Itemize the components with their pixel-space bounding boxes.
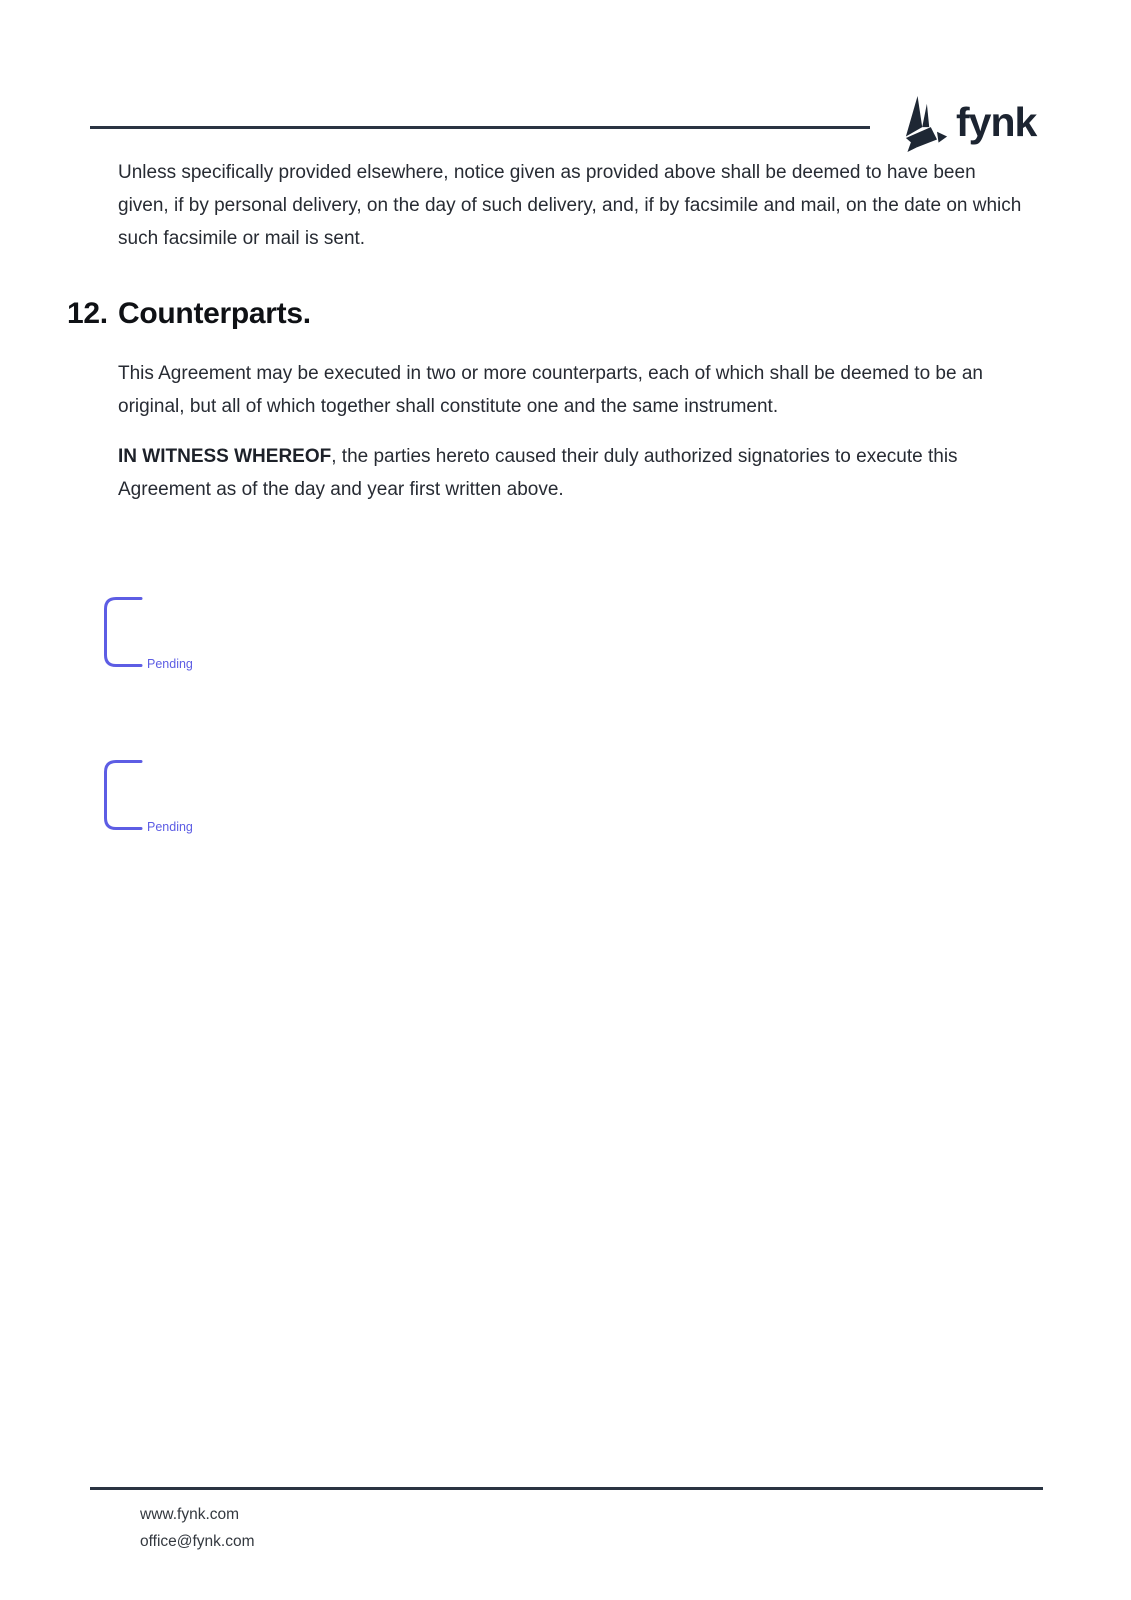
witness-lead: IN WITNESS WHEREOF [118,446,332,467]
notice-paragraph: Unless specifically provided elsewhere, notice given as provided above shall be deemed to have been given, if by personal delivery, on the day of such delivery, and, if by facsimile and mail, on the date on which such facsimile or mail is sent. [118,162,1022,249]
witness-rest: , the parties hereto caused their duly authorized signatories to execute this Agreement as of the day and year first written above. [118,446,958,500]
fynk-logo-word: fynk [956,98,1037,145]
section-number: 12. [67,297,108,330]
signature-field-1[interactable] [103,597,303,677]
fynk-logo-icon [898,96,948,152]
footer-contact [140,1501,255,1555]
signature-field-2[interactable] [103,760,303,840]
header-divider [90,126,870,129]
signature-bracket-icon [103,597,143,674]
footer-email: office@fynk.com [140,1533,255,1550]
witness-paragraph [118,440,1023,506]
section-title: Counterparts. [118,297,311,330]
footer-divider [90,1487,1043,1490]
counterparts-paragraph: This Agreement may be executed in two or more counterparts, each of which shall be deemed to be an original, but all of which together shall constitute one and the same instrument. [118,363,983,417]
fynk-logo [898,96,1036,152]
signature-status-badge[interactable]: Pending [147,657,193,671]
signature-status-badge[interactable]: Pending [147,820,193,834]
signature-bracket-icon [103,760,143,837]
section-heading [67,297,311,331]
footer-website: www.fynk.com [140,1506,240,1523]
